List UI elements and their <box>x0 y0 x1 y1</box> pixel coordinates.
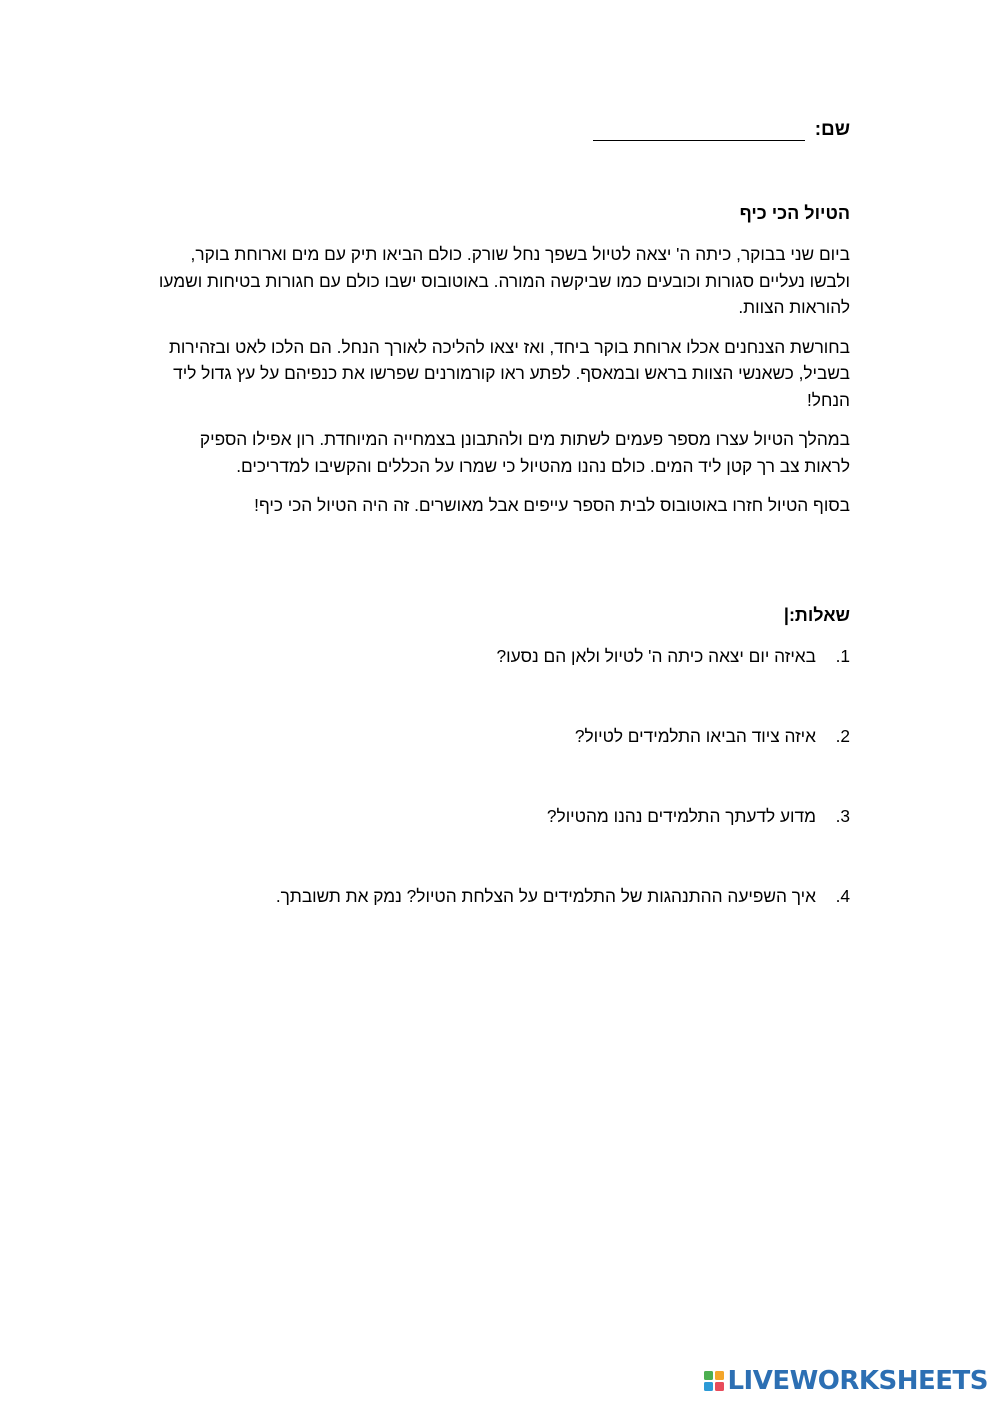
liveworksheets-brand <box>704 1368 988 1394</box>
question-item <box>276 886 850 907</box>
story-paragraph: בסוף הטיול חזרו באוטובוס לבית הספר עייפים אבל מאושרים. זה היה הטיול הכי כיף! <box>254 495 850 515</box>
question-text: מדוע לדעתך התלמידים נהנו מהטיול? <box>546 806 816 826</box>
story-paragraph: ביום שני בבוקר, כיתה ה' יצאה לטיול בשפך נחל שורק. כולם הביאו תיק עם מים וארוחת בוקר, ולבשו נעליים סגורות וכובעים כמו שביקשה המורה. באוטובוס ישבו כולם עם חגורות בטיחות ושמעו להוראות הצוות. <box>158 244 850 317</box>
story-paragraph: בחורשת הצנחנים אכלו ארוחת בוקר ביחד, ואז יצאו להליכה לאורך הנחל. הם הלכו לאט ובזהירות בשביל, כשאנשי הצוות בראש ובמאסף. לפתע ראו קורמורנים שפרשו את כנפיהם על עץ גדול ליד הנחל! <box>168 336 850 410</box>
story-paragraph: במהלך הטיול עצרו מספר פעמים לשתות מים ולהתבונן בצמחייה המיוחדת. רון אפילו הספיק לראות צב רך קטן ליד המים. כולם נהנו מהטיול כי שמרו על הכללים והקשיבו למדריכים. <box>199 429 850 476</box>
question-item <box>547 806 850 827</box>
question-text: באיזה יום יצאה כיתה ה' לטיול ולאן הם נסעו? <box>496 646 816 666</box>
question-text: איזה ציוד הביאו התלמידים לטיול? <box>574 726 816 746</box>
story-title: הטיול הכי כיף <box>739 203 850 223</box>
name-label: שם: <box>814 119 850 140</box>
brand-name: LIVEWORKSHEETS <box>727 1366 988 1396</box>
question-number: 2. <box>835 726 850 746</box>
liveworksheets-logo-icon <box>704 1371 724 1391</box>
name-field <box>593 118 850 141</box>
question-text: איך השפיעה ההתנהגות של התלמידים על הצלחת הטיול? נמק את תשובתך. <box>275 886 816 906</box>
question-item <box>575 726 850 747</box>
story-text <box>150 241 850 532</box>
questions-heading: שאלות:| <box>783 605 850 625</box>
question-number: 3. <box>835 806 850 826</box>
question-number: 4. <box>835 886 850 906</box>
name-blank-line[interactable] <box>593 118 805 141</box>
question-number: 1. <box>835 646 850 666</box>
question-item <box>497 646 851 667</box>
